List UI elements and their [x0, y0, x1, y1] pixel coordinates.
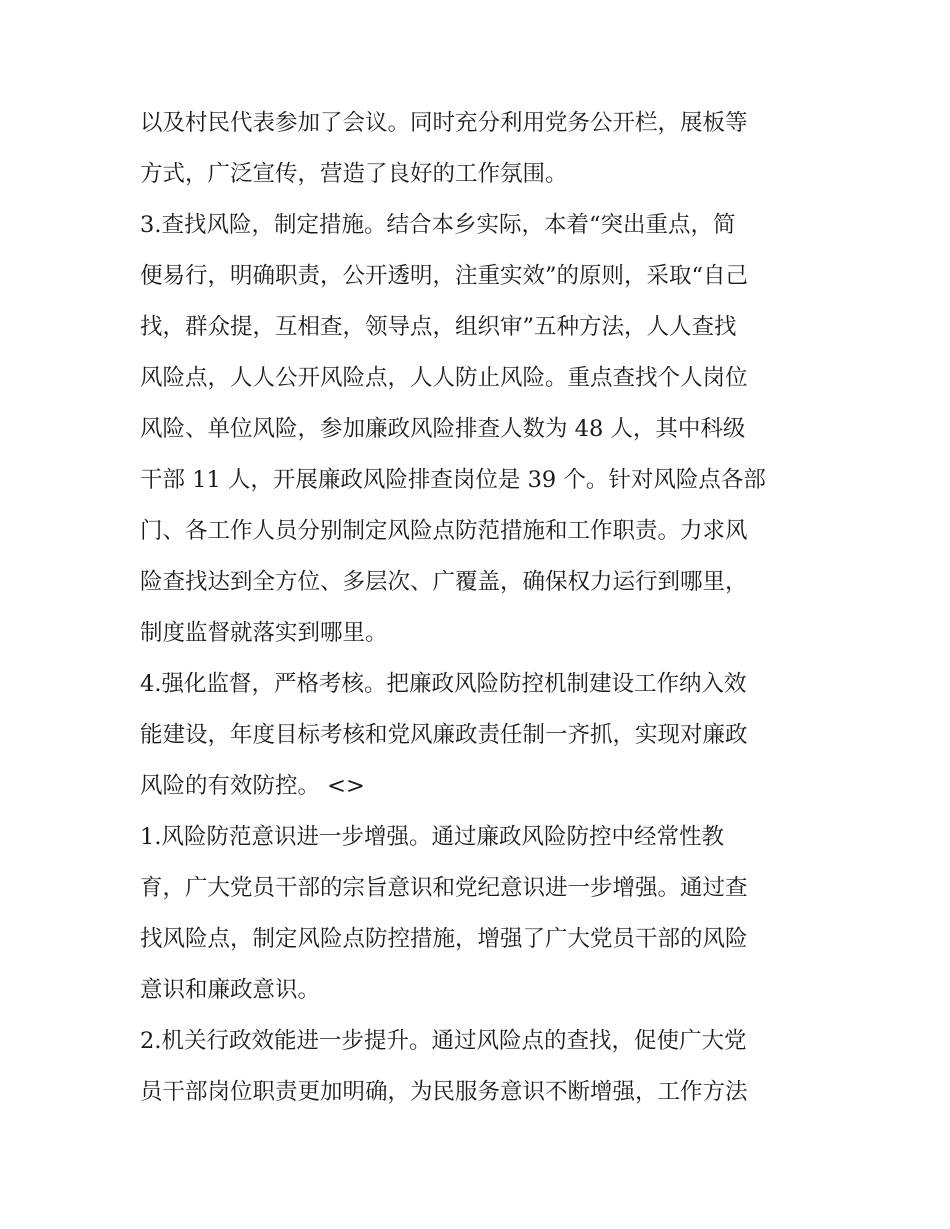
text-line: 3.查找风险，制定措施。结合本乡实际，本着“突出重点，简 [140, 212, 736, 238]
text-line: 风险、单位风险，参加廉政风险排查人数为 48 人，其中科级 [140, 416, 746, 442]
text-line: 2.机关行政效能进一步提升。通过风险点的查找，促使广大党 [140, 1028, 747, 1054]
text-line: 门、各工作人员分别制定风险点防范措施和工作职责。力求风 [140, 518, 748, 544]
text-line: 育，广大党员干部的宗旨意识和党纪意识进一步增强。通过查 [140, 875, 748, 901]
text-line: 意识和廉政意识。 [140, 977, 321, 1003]
text-line: 员干部岗位职责更加明确，为民服务意识不断增强，工作方法 [140, 1079, 748, 1105]
text-line: 能建设，年度目标考核和党风廉政责任制一齐抓，实现对廉政 [140, 722, 748, 748]
text-line: 方式，广泛宣传，营造了良好的工作氛围。 [140, 161, 568, 187]
text-line: 4.强化监督，严格考核。把廉政风险防控机制建设工作纳入效 [140, 671, 747, 697]
text-line: 1.风险防范意识进一步增强。通过廉政风险防控中经常性教 [140, 824, 724, 850]
text-line: 制度监督就落实到哪里。 [140, 620, 388, 646]
text-line: 干部 11 人，开展廉政风险排查岗位是 39 个。针对风险点各部 [140, 467, 766, 493]
text-line: 风险点，人人公开风险点，人人防止风险。重点查找个人岗位 [140, 365, 748, 391]
text-line: 找风险点，制定风险点防控措施，增强了广大党员干部的风险 [140, 926, 748, 952]
text-line: 找，群众提，互相查，领导点，组织审”五种方法，人人查找 [140, 314, 737, 340]
text-line: 险查找达到全方位、多层次、广覆盖，确保权力运行到哪里， [140, 569, 748, 595]
text-line: 风险的有效防控。 <> [140, 773, 365, 799]
document-body [140, 98, 820, 1118]
text-line: 便易行，明确职责，公开透明，注重实效”的原则，采取“自己 [140, 263, 749, 289]
text-line: 以及村民代表参加了会议。同时充分利用党务公开栏，展板等 [140, 110, 748, 136]
